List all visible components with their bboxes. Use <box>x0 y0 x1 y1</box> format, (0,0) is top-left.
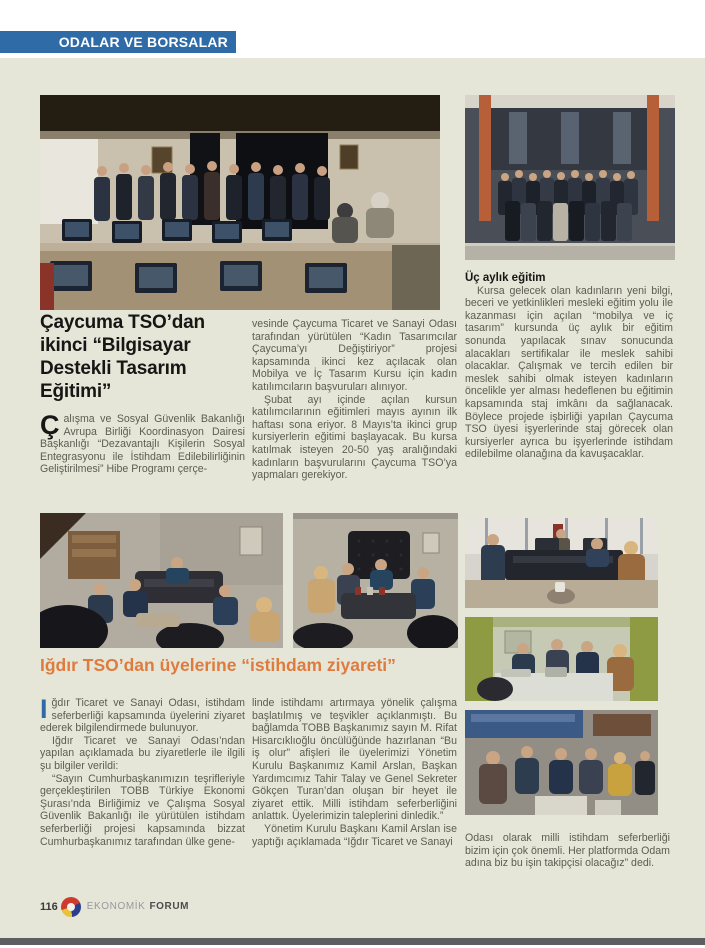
article2-col1-paragraph2: Iğdır Ticaret ve Sanayi Odası’ndan yapılan açıklamada bu ziyaretlerle ile ilgili şu bilgiler verildi: <box>40 734 245 772</box>
article1-subhead: Üç aylık eğitim <box>465 272 546 284</box>
group-building-illustration <box>465 95 675 260</box>
photo-group-in-front-of-building <box>465 95 675 260</box>
photo-office-meeting-center <box>293 513 458 648</box>
office-desk-illustration <box>465 518 658 608</box>
article2-col2-paragraph1: linde istihdamı artırmaya yönelik çalışma başlatılmış ve teşvikler açıklanmıştı. Bu bağlamda TOBB Başkanımız sayın M. Rifat Hisarcıklıoğlu öncülüğünde hazırlanan “Bu iş olur” afişleri ile üyelerimizi Yönetim Kurulu Başkanımız Kamil Arslan, Başkan Yardımcımız Tahir Talay ve Genel Sekreter Gökçen Turan’dan oluşan bir heyet ile ziyaret ettik. Milli istihdam seferberliğini anlattık. Üyelerimizin taleplerini dinledik.” <box>252 697 457 823</box>
office-meeting-left-illustration <box>40 513 283 648</box>
article1-column2 <box>252 318 457 482</box>
green-office-illustration <box>465 617 658 701</box>
article2-column1 <box>40 694 245 848</box>
outdoor-group-illustration <box>465 710 658 815</box>
article1-column3 <box>465 272 673 461</box>
article1-dropcap: Ç <box>40 410 60 440</box>
photo-training-room <box>40 95 440 310</box>
footer-brand-light: EKONOMİK <box>86 901 146 912</box>
article2-dropcap: I <box>40 694 48 724</box>
article2-col1-paragraph3: “Sayın Cumhurbaşkanımızın teşrifleriyle gerçekleştirilen TOBB Türkiye Ekonomi Şurası’nda Birliğimiz ve Çalışma Sosyal Güvenlik Bakanlığı ile yürütülen istihdam seferberliği projesi kapsamında bizzat Cumhurbaşkanımız tarafından ülke gene- <box>40 772 245 848</box>
article2-col2-paragraph2: Yönetim Kurulu Başkanı Kamil Arslan ise yaptığı açıklamada “Iğdır Ticaret ve Sanayi <box>252 822 457 848</box>
article1-col1-text: alışma ve Sosyal Güvenlik Bakanlığı Avrupa Birliği Koordinasyon Dairesi Başkanlığı “Dezavantajlı Kişilerin Sosyal Entegrasyonu ile İstihdam Edilebilirliğinin Geliştirilmesi” Hibe Programı çerçe- <box>40 413 245 476</box>
article1-headline: Çaycuma TSO’dan ikinci “Bilgisayar Destekli Tasarım Eğitimi” <box>40 312 205 402</box>
page-footer <box>40 896 189 917</box>
article1-col2-paragraph2: Şubat ayı içinde açılan kursun katılımcılarının eğitimleri mayıs ayının ilk haftası sona eriyor. 8 Mayıs’ta ikinci grup kursiyerlerin eğitimi başlayacak. Bu kursa katılmak isteyen 20-50 yaş aralığındaki kadınların başvurularını Çaycuma TSO’ya yapmaları gerekiyor. <box>252 393 457 482</box>
page-number: 116 <box>40 900 58 913</box>
article1-col3-text: Kursa gelecek olan kadınların yeni bilgi, beceri ve yetkinlikleri mesleki eğitim yolu ile kazanması için açılan “mobilya ve iç tasarım” kursunda üç aylık bir eğitim sonunda yapılacak sınav sonucunda alacakları sertifikalar ile meslek sahibi olacaklar. Çalışmak ve tercih edilen bir meslek sahibi olmak isteyen kadınların öncelikle yer alması hedeflenen bu eğitimin kapsamında staj imkânı da sağlanacak. Böylece projede işbirliği yapılan Çaycuma TSO üyesi işyerlerinde staj görecek olan kursiyerler ayrıca bu işyerlerinde istihdam edilebilme olanağına da kavuşacaklar. <box>465 284 673 461</box>
ekonomik-forum-logo-icon <box>61 897 81 917</box>
section-banner <box>0 31 236 53</box>
article1-col2-paragraph1: vesinde Çaycuma Ticaret ve Sanayi Odası tarafından yürütülen “Kadın Tasarımcılar Çaycuma’yı Değiştiriyor” projesi kapsamında ikinci kez açılacak olan Mobilya ve İç Tasarım Kursu için kadın katılımcıların başvuruları alınıyor. <box>252 318 457 393</box>
section-banner-label: ODALAR VE BORSALAR <box>58 34 228 50</box>
article2-caption-text: Odası olarak milli istihdam seferberliği bizim için çok önemli. Her platformda Odam adına biz bu işin takipçisi olacağız” dedi. <box>465 832 670 870</box>
footer-brand-bold: FORUM <box>149 901 190 912</box>
training-room-illustration <box>40 95 440 310</box>
article1-column1 <box>40 410 245 476</box>
article2-col1-paragraph1 <box>40 694 245 735</box>
article2-col1-text1: ğdır Ticaret ve Sanayi Odası, istihdam seferberliği kapsamında üyelerini ziyaret ederek bilgilendirmede bulunuyor. <box>40 697 245 735</box>
article1-col1-paragraph <box>40 410 245 476</box>
article2-column2 <box>252 697 457 848</box>
article2-caption <box>465 832 670 870</box>
office-meeting-center-illustration <box>293 513 458 648</box>
photo-green-office-visit <box>465 617 658 701</box>
bottom-bar <box>0 938 705 945</box>
photo-office-meeting-left <box>40 513 283 648</box>
photo-outdoor-seated-group <box>465 710 658 815</box>
article2-headline: Iğdır TSO’dan üyelerine “istihdam ziyareti” <box>40 655 396 675</box>
photo-office-desk-visit <box>465 518 658 608</box>
